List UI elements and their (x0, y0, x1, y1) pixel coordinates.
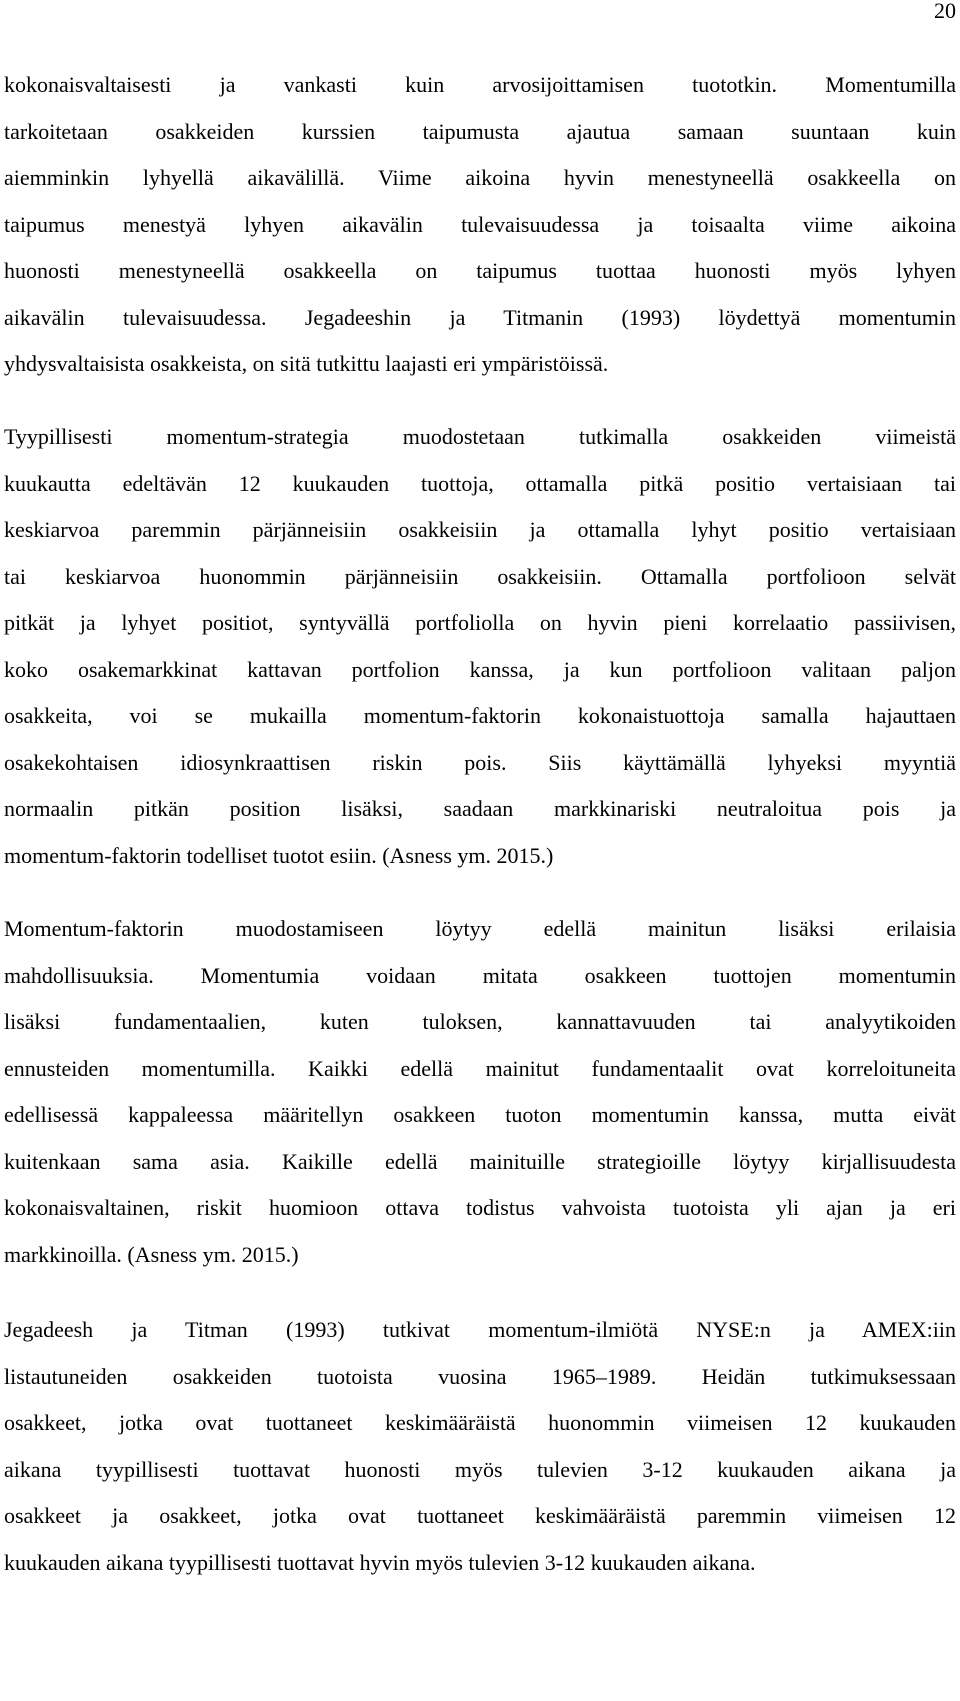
text-line: tai keskiarvoa huonommin pärjänneisiin osakkeisiin. Ottamalla portfolioon selvät (4, 563, 956, 589)
text-line: osakkeet ja osakkeet, jotka ovat tuottaneet keskimääräistä paremmin viimeisen 12 (4, 1503, 956, 1528)
text-line: listautuneiden osakkeiden tuotoista vuosina 1965–1989. Heidän tutkimuksessaan (4, 1363, 956, 1389)
text-line: kuukauden aikana tyypillisesti tuottavat hyvin myös tulevien 3-12 kuukauden aikana. (4, 1549, 756, 1575)
text-line: Tyypillisesti momentum-strategia muodostetaan tutkimalla osakkeiden viimeistä (4, 424, 956, 449)
text-line: huonosti menestyneellä osakkeella on taipumus tuottaa huonosti myös lyhyen (4, 258, 956, 283)
text-line: Jegadeesh ja Titman (1993) tutkivat momentum-ilmiötä NYSE:n ja AMEX:iin (4, 1317, 956, 1342)
text-line: lisäksi fundamentaalien, kuten tuloksen, kannattavuuden tai analyytikoiden (4, 1009, 956, 1034)
text-line: kokonaisvaltaisesti ja vankasti kuin arvosijoittamisen tuototkin. Momentumilla (4, 72, 956, 97)
text-line: taipumus menestyä lyhyen aikavälin tulevaisuudessa ja toisaalta viime aikoina (4, 211, 956, 237)
paragraph-2 (4, 414, 956, 879)
page-number: 20 (934, 0, 956, 23)
text-line: momentum-faktorin todelliset tuotot esiin. (Asness ym. 2015.) (4, 842, 554, 868)
text-line: kuukautta edeltävän 12 kuukauden tuottoja, ottamalla pitkä positio vertaisiaan tai (4, 470, 956, 496)
text-line: pitkät ja lyhyet positiot, syntyvällä portfoliolla on hyvin pieni korrelaatio passiivisen, (4, 610, 956, 635)
text-line: aikavälin tulevaisuudessa. Jegadeeshin ja Titmanin (1993) löydettyä momentumin (4, 304, 956, 330)
text-line: Momentum-faktorin muodostamiseen löytyy edellä mainitun lisäksi erilaisia (4, 916, 956, 941)
text-line: tarkoitetaan osakkeiden kurssien taipumusta ajautua samaan suuntaan kuin (4, 118, 956, 144)
text-line: mahdollisuuksia. Momentumia voidaan mitata osakkeen tuottojen momentumin (4, 962, 956, 988)
text-line: osakkeet, jotka ovat tuottaneet keskimääräistä huonommin viimeisen 12 kuukauden (4, 1410, 956, 1435)
text-line: edellisessä kappaleessa määritellyn osakkeen tuoton momentumin kanssa, mutta eivät (4, 1102, 956, 1127)
text-line: yhdysvaltaisista osakkeista, on sitä tutkittu laajasti eri ympäristöissä. (4, 351, 609, 376)
paragraph-3 (4, 906, 956, 1278)
paragraph-1 (4, 62, 956, 388)
text-line: normaalin pitkän position lisäksi, saadaan markkinariski neutraloitua pois ja (4, 796, 956, 821)
text-line: osakkeita, voi se mukailla momentum-faktorin kokonaistuottoja samalla hajauttaen (4, 703, 956, 728)
text-line: ennusteiden momentumilla. Kaikki edellä mainitut fundamentaalit ovat korreloituneita (4, 1055, 956, 1081)
text-line: kuitenkaan sama asia. Kaikille edellä mainituille strategioille löytyy kirjallisuudesta (4, 1148, 956, 1174)
paragraph-4 (4, 1307, 956, 1586)
text-line: aiemminkin lyhyellä aikavälillä. Viime aikoina hyvin menestyneellä osakkeella on (4, 165, 956, 190)
text-line: osakekohtaisen idiosynkraattisen riskin pois. Siis käyttämällä lyhyeksi myyntiä (4, 749, 956, 775)
text-line: kokonaisvaltainen, riskit huomioon ottava todistus vahvoista tuotoista yli ajan ja eri (4, 1195, 956, 1220)
text-line: markkinoilla. (Asness ym. 2015.) (4, 1241, 299, 1267)
text-line: aikana tyypillisesti tuottavat huonosti myös tulevien 3-12 kuukauden aikana ja (4, 1456, 956, 1482)
text-line: keskiarvoa paremmin pärjänneisiin osakkeisiin ja ottamalla lyhyt positio vertaisiaan (4, 517, 956, 542)
text-line: koko osakemarkkinat kattavan portfolion kanssa, ja kun portfolioon valitaan paljon (4, 656, 956, 682)
